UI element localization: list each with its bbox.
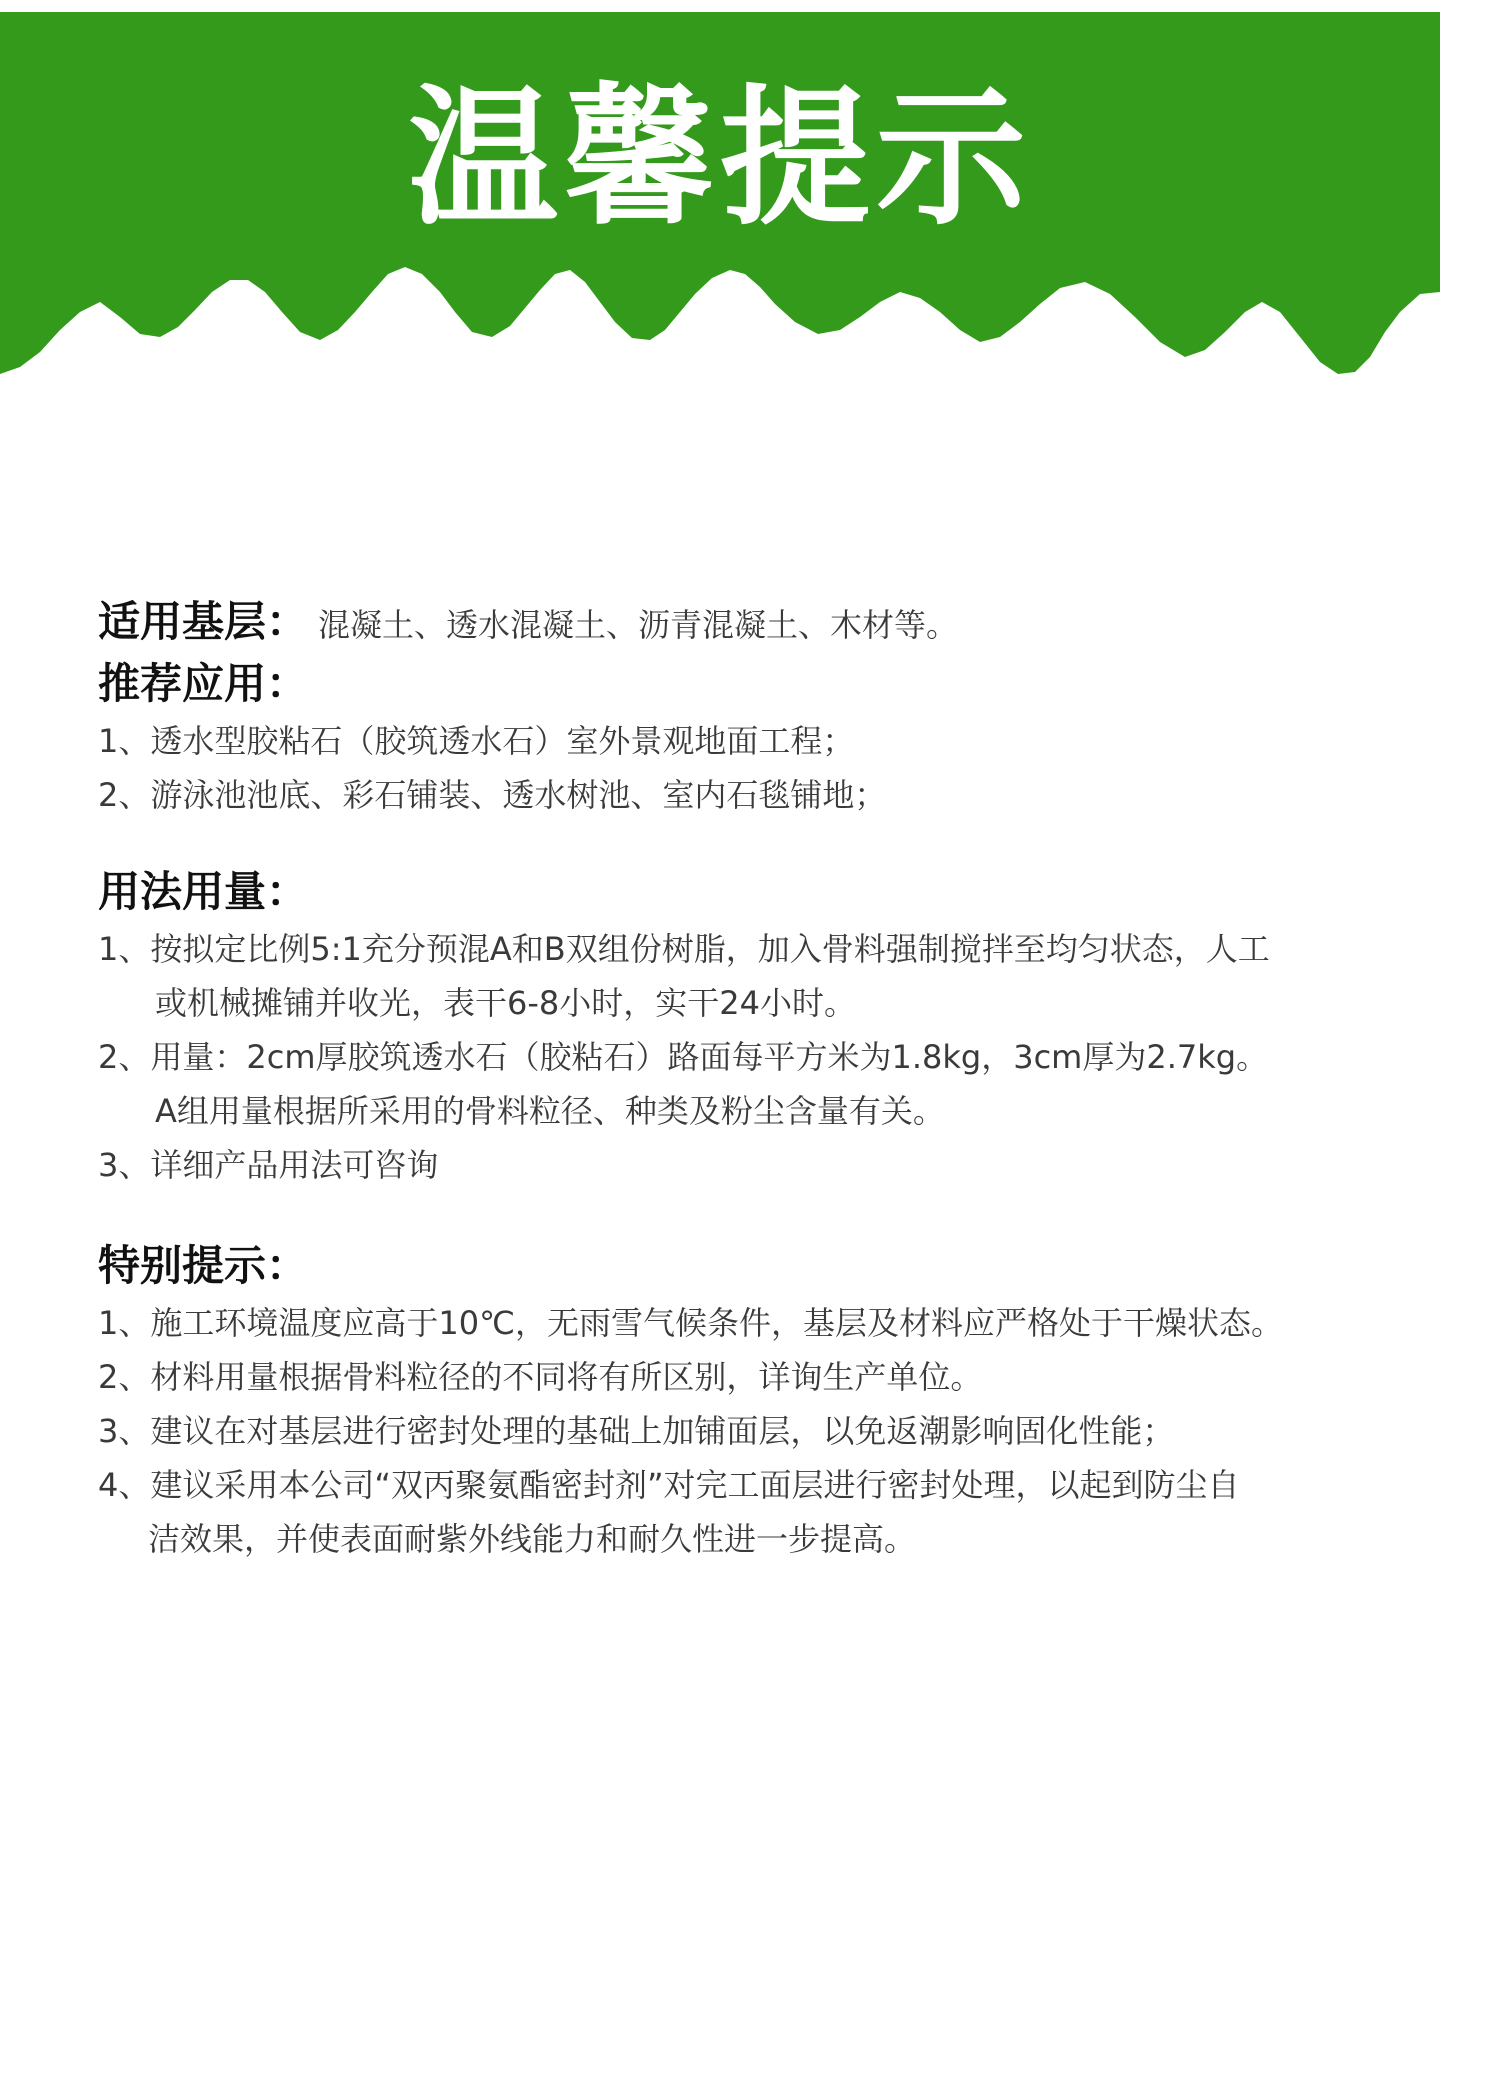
notes-item: 3、建议在对基层进行密封处理的基础上加铺面层，以免返潮影响固化性能；	[98, 1412, 1175, 1450]
content-body	[98, 590, 1398, 1566]
usage-item: 1、按拟定比例5:1充分预混A和B双组份树脂，加入骨料强制搅拌至均匀状态，人工	[98, 930, 1270, 968]
applications-item: 2、游泳池池底、彩石铺装、透水树池、室内石毯铺地；	[98, 776, 887, 814]
applications-item: 1、透水型胶粘石（胶筑透水石）室外景观地面工程；	[98, 722, 855, 760]
notes-item-continuation: 洁效果，并使表面耐紫外线能力和耐久性进一步提高。	[148, 1520, 917, 1558]
section-usage	[98, 862, 1398, 1192]
usage-heading: 用法用量：	[98, 867, 309, 916]
substrate-heading: 适用基层：	[98, 597, 309, 646]
usage-item: 2、用量：2cm厚胶筑透水石（胶粘石）路面每平方米为1.8kg，3cm厚为2.7kg。	[98, 1038, 1269, 1076]
substrate-value: 混凝土、透水混凝土、沥青混凝土、木材等。	[318, 606, 959, 644]
section-notes	[98, 1236, 1398, 1566]
applications-heading: 推荐应用：	[98, 659, 309, 708]
banner-title: 温馨提示	[407, 72, 1032, 246]
usage-item-continuation: A组用量根据所采用的骨料粒径、种类及粉尘含量有关。	[155, 1092, 945, 1130]
notes-heading: 特别提示：	[98, 1241, 309, 1290]
section-applications	[98, 654, 1398, 822]
notes-item: 2、材料用量根据骨料粒径的不同将有所区别，详询生产单位。	[98, 1358, 983, 1396]
section-substrate	[98, 590, 1398, 654]
usage-item: 3、详细产品用法可咨询	[98, 1146, 439, 1184]
notes-item: 1、施工环境温度应高于10℃，无雨雪气候条件，基层及材料应严格处于干燥状态。	[98, 1304, 1284, 1342]
header-banner	[0, 12, 1440, 392]
usage-item-continuation: 或机械摊铺并收光，表干6-8小时，实干24小时。	[155, 984, 856, 1022]
notes-item: 4、建议采用本公司“双丙聚氨酯密封剂”对完工面层进行密封处理，以起到防尘自	[98, 1466, 1240, 1504]
